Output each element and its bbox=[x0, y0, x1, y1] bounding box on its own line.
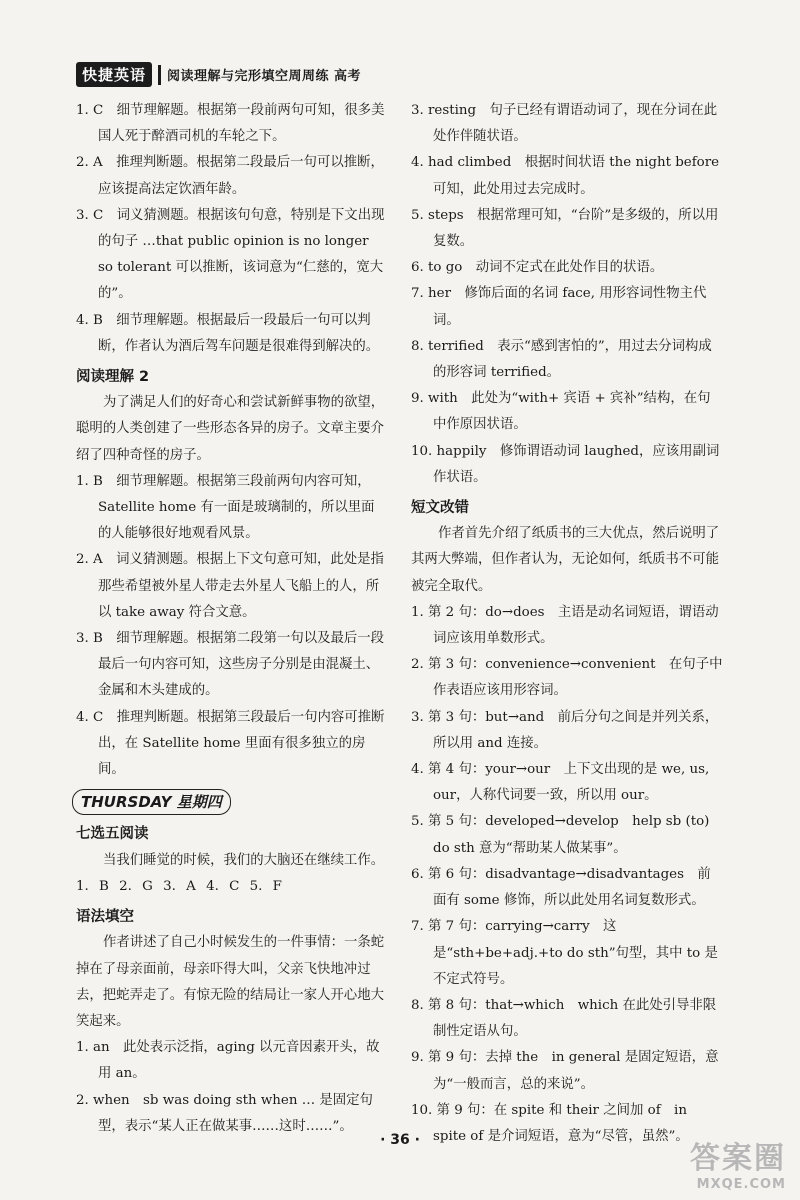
answer-key: 1. B 2. G 3. A 4. C 5. F bbox=[76, 878, 282, 894]
answer-item: 7. her 修饰后面的名词 face, 用形容词性物主代词。 bbox=[411, 286, 707, 328]
answer-item: 4. B 细节理解题。根据最后一段最后一句可以判断，作者认为酒后驾车问题是很难得到解决的。 bbox=[76, 312, 380, 354]
answer-item: 10. 第 9 句：在 spite 和 their 之间加 of in spite of 是介词短语，意为“尽管，虽然”。 bbox=[411, 1102, 689, 1144]
section-intro: 作者首先介绍了纸质书的三大优点，然后说明了其两大弊端，但作者认为，无论如何，纸质书不可能被完全取代。 bbox=[411, 526, 720, 594]
header-divider bbox=[158, 65, 161, 85]
watermark-logo bbox=[690, 1133, 786, 1192]
section-intro: 为了满足人们的好奇心和尝试新鲜事物的欲望，聪明的人类创建了一些形态各异的房子。文章主要介绍了四种奇怪的房子。 bbox=[76, 395, 385, 463]
answer-item: 1. C 细节理解题。根据第一段前两句可知，很多美国人死于醉酒司机的车轮之下。 bbox=[76, 103, 385, 145]
answer-item: 10. happily 修饰谓语动词 laughed，应该用副词作状语。 bbox=[411, 443, 720, 485]
section-heading-reading2: 阅读理解 2 bbox=[76, 369, 150, 386]
page-header bbox=[76, 62, 361, 87]
answer-item: 2. when sb was doing sth when … 是固定句型，表示“某人正在做某事……这时……”。 bbox=[76, 1092, 373, 1134]
header-subtitle: 阅读理解与完形填空周周练 高考 bbox=[167, 69, 362, 84]
brand-logo: 快捷英语 bbox=[76, 62, 152, 87]
answer-item: 6. to go 动词不定式在此处作目的状语。 bbox=[411, 260, 664, 276]
answer-item: 5. steps 根据常理可知，“台阶”是多级的，所以用复数。 bbox=[411, 207, 719, 250]
section-heading-grammar: 语法填空 bbox=[76, 909, 134, 926]
answer-item: 2. A 词义猜测题。根据上下文句意可知，此处是指那些希望被外星人带走去外星人飞船上的人，所以 take away 符合文意。 bbox=[76, 552, 384, 620]
answer-item: 8. 第 8 句：that→which which 在此处引导非限制性定语从句。 bbox=[411, 997, 717, 1040]
section-heading-error: 短文改错 bbox=[411, 500, 469, 517]
answer-item: 3. resting 句子已经有谓语动词了，现在分词在此处作伴随状语。 bbox=[411, 103, 718, 145]
answer-item: 1. B 细节理解题。根据第三段前两句内容可知，Satellite home 有一面是玻璃制的，所以里面的人能够很好地观看风景。 bbox=[76, 473, 375, 542]
answer-item: 7. 第 7 句：carrying→carry 这是“sth+be+adj.+to do sth”句型，其中 to 是不定式符号。 bbox=[411, 919, 718, 987]
answer-item: 4. C 推理判断题。根据第三段最后一句内容可推断出，在 Satellite home 里面有很多独立的房间。 bbox=[76, 709, 385, 778]
answer-item: 5. 第 5 句：developed→develop help sb (to) do sth 意为“帮助某人做某事”。 bbox=[411, 814, 710, 856]
watermark-url: MXQE.COM bbox=[696, 1177, 786, 1192]
answer-item: 2. A 推理判断题。根据第二段最后一句可以推断，应该提高法定饮酒年龄。 bbox=[76, 155, 384, 197]
answer-item: 8. terrified 表示“感到害怕的”，用过去分词构成的形容词 terrified。 bbox=[411, 338, 712, 381]
section-intro: 当我们睡觉的时候，我们的大脑还在继续工作。 bbox=[103, 852, 385, 868]
watermark-text: 答案圈 bbox=[690, 1141, 786, 1176]
section-heading-seven: 七选五阅读 bbox=[76, 826, 149, 843]
answer-item: 6. 第 6 句：disadvantage→disadvantages 前面有 some 修饰，所以此处用名词复数形式。 bbox=[411, 866, 711, 909]
answer-item: 4. had climbed 根据时间状语 the night before 可知，此处用过去完成时。 bbox=[411, 155, 720, 197]
answer-item: 1. an 此处表示泛指，aging 以元音因素开头，故用 an。 bbox=[76, 1040, 380, 1082]
answer-item: 4. 第 4 句：your→our 上下文出现的是 we, us, our，人称代词要一致，所以用 our。 bbox=[411, 762, 710, 804]
left-column bbox=[76, 98, 386, 1140]
answer-item: 9. with 此处为“with+ 宾语 + 宾补”结构，在句中作原因状语。 bbox=[411, 391, 711, 433]
answer-item: 3. 第 3 句：but→and 前后分句之间是并列关系，所以用 and 连接。 bbox=[411, 709, 719, 751]
answer-item: 3. C 词义猜测题。根据该句句意，特别是下文出现的句子 …that public opinion is no longer so tolerant 可以推断，该词意为“仁慈的，宽大的”。 bbox=[76, 207, 385, 302]
answer-item: 1. 第 2 句：do→does 主语是动名词短语，谓语动词应该用单数形式。 bbox=[411, 604, 719, 647]
answer-item: 2. 第 3 句：convenience→convenient 在句子中作表语应该用形容词。 bbox=[411, 657, 723, 699]
day-banner: THURSDAY 星期四 bbox=[72, 789, 231, 815]
answer-item: 9. 第 9 句：去掉 the in general 是固定短语，意为“一般而言，总的来说”。 bbox=[411, 1050, 719, 1092]
section-intro: 作者讲述了自己小时候发生的一件事情：一条蛇掉在了母亲面前，母亲吓得大叫，父亲飞快地冲过去，把蛇弄走了。有惊无险的结局让一家人开心地大笑起来。 bbox=[76, 935, 385, 1029]
right-column bbox=[411, 98, 723, 1150]
page-number: · 36 · bbox=[380, 1132, 420, 1148]
answer-item: 3. B 细节理解题。根据第二段第一句以及最后一段最后一句内容可知，这些房子分别是由混凝土、金属和木头建成的。 bbox=[76, 631, 385, 699]
